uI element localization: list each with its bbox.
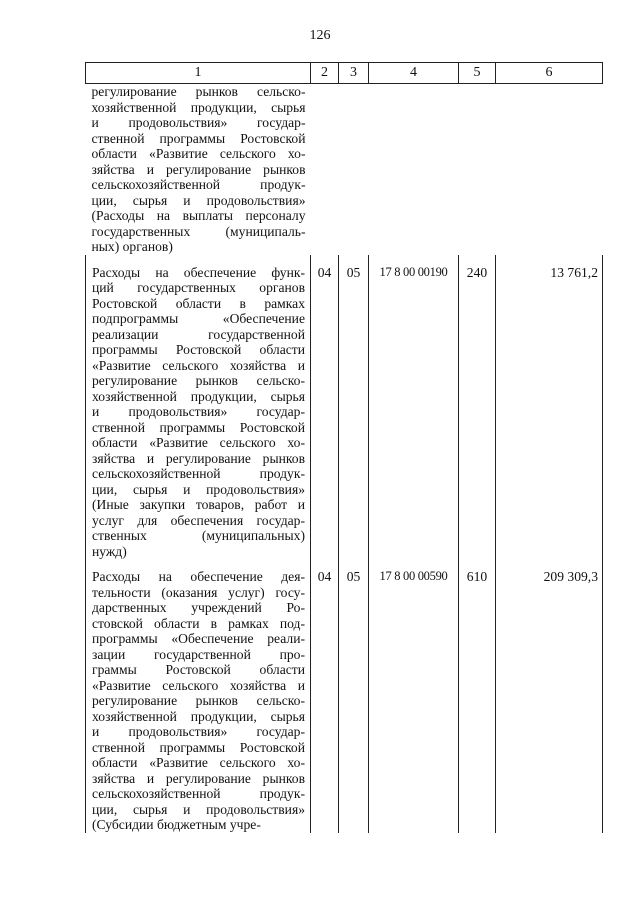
description-line: ции, сырья и продовольствия»	[92, 481, 305, 497]
row-description	[86, 255, 311, 560]
description-line: ных) органов)	[91, 239, 173, 254]
row-description	[86, 84, 311, 255]
description-line: и продовольствия» государ-	[92, 404, 305, 419]
description-line: государственных (муниципаль-	[91, 223, 306, 239]
description-line: программы «Обеспечение реали-	[92, 631, 305, 646]
description-line: нужд)	[92, 543, 127, 559]
section-code: 04	[311, 255, 339, 560]
description-line: зяйства и регулирование рынков	[91, 161, 306, 177]
row-description	[86, 559, 311, 833]
description-line: «Развитие сельского хозяйства и	[92, 357, 305, 373]
description-line: «Развитие сельского хозяйства и	[92, 677, 305, 693]
description-line: ственной программы Ростовской	[92, 739, 305, 755]
table-row	[86, 255, 603, 560]
description-line: регулирование рынков сельско-	[92, 373, 305, 388]
table-row	[86, 559, 603, 833]
description-line: Ростовской области в рамках	[92, 295, 305, 311]
description-line: зации государственной про-	[92, 646, 305, 662]
subsection-code: 05	[339, 255, 369, 560]
header-col-1: 1	[86, 63, 311, 84]
description-line: ций государственных органов	[92, 280, 305, 295]
description-line: хозяйственной продукции, сырья	[91, 99, 306, 115]
budget-table	[85, 62, 603, 833]
description-line: программы Ростовской области	[92, 342, 305, 357]
description-line: хозяйственной продукции, сырья	[92, 708, 305, 724]
description-line: зяйства и регулирование рынков	[92, 770, 305, 786]
target-article-code	[369, 84, 459, 255]
description-line: дарственных учреждений Ро-	[92, 600, 305, 615]
header-col-2: 2	[311, 63, 339, 84]
subsection-code	[339, 84, 369, 255]
description-line: (Субсидии бюджетным учре-	[92, 817, 261, 832]
description-line: ственных (муниципальных)	[92, 528, 305, 543]
description-line: (Расходы на выплаты персоналу	[91, 208, 306, 223]
header-col-4: 4	[369, 63, 459, 84]
description-line: Расходы на обеспечение функ-	[92, 264, 305, 280]
description-line: сельскохозяйственной продук-	[92, 786, 305, 801]
description-line: ции, сырья и продовольствия»	[92, 801, 305, 817]
description-line: подпрограммы «Обеспечение	[92, 311, 305, 326]
description-line: регулирование рынков сельско-	[92, 693, 305, 708]
description-line: ции, сырья и продовольствия»	[91, 192, 306, 208]
description-line: ственной программы Ростовской	[91, 130, 306, 146]
header-col-6: 6	[496, 63, 603, 84]
header-col-5: 5	[459, 63, 496, 84]
description-line: реализации государственной	[92, 326, 305, 342]
target-article-code: 17 8 00 00590	[369, 559, 459, 833]
description-line: Расходы на обеспечение дея-	[92, 569, 305, 584]
expense-type-code: 610	[459, 559, 496, 833]
description-line: области «Развитие сельского хо-	[92, 755, 305, 770]
amount: 209 309,3	[496, 559, 603, 833]
description-line: ственной программы Ростовской	[92, 419, 305, 435]
page-number: 126	[309, 28, 331, 43]
section-code: 04	[311, 559, 339, 833]
amount	[496, 84, 603, 255]
description-line: граммы Ростовской области	[92, 662, 305, 677]
description-line: стовской области в рамках под-	[92, 615, 305, 631]
target-article-code: 17 8 00 00190	[369, 255, 459, 560]
expense-type-code: 240	[459, 255, 496, 560]
subsection-code: 05	[339, 559, 369, 833]
description-line: сельскохозяйственной продук-	[91, 177, 306, 192]
description-line: зяйства и регулирование рынков	[92, 450, 305, 466]
header-col-3: 3	[339, 63, 369, 84]
description-line: тельности (оказания услуг) госу-	[92, 584, 305, 600]
description-line: и продовольствия» государ-	[91, 115, 306, 130]
description-line: услуг для обеспечения государ-	[92, 512, 305, 528]
amount: 13 761,2	[496, 255, 603, 560]
expense-type-code	[459, 84, 496, 255]
description-line: области «Развитие сельского хо-	[92, 435, 305, 450]
description-line: (Иные закупки товаров, работ и	[92, 497, 305, 512]
table-header	[86, 63, 603, 84]
table-row	[86, 84, 603, 255]
description-line: хозяйственной продукции, сырья	[92, 388, 305, 404]
description-line: области «Развитие сельского хо-	[91, 146, 306, 161]
description-line: сельскохозяйственной продук-	[92, 466, 305, 481]
description-line: регулирование рынков сельско-	[91, 84, 306, 99]
description-line: и продовольствия» государ-	[92, 724, 305, 739]
section-code	[311, 84, 339, 255]
